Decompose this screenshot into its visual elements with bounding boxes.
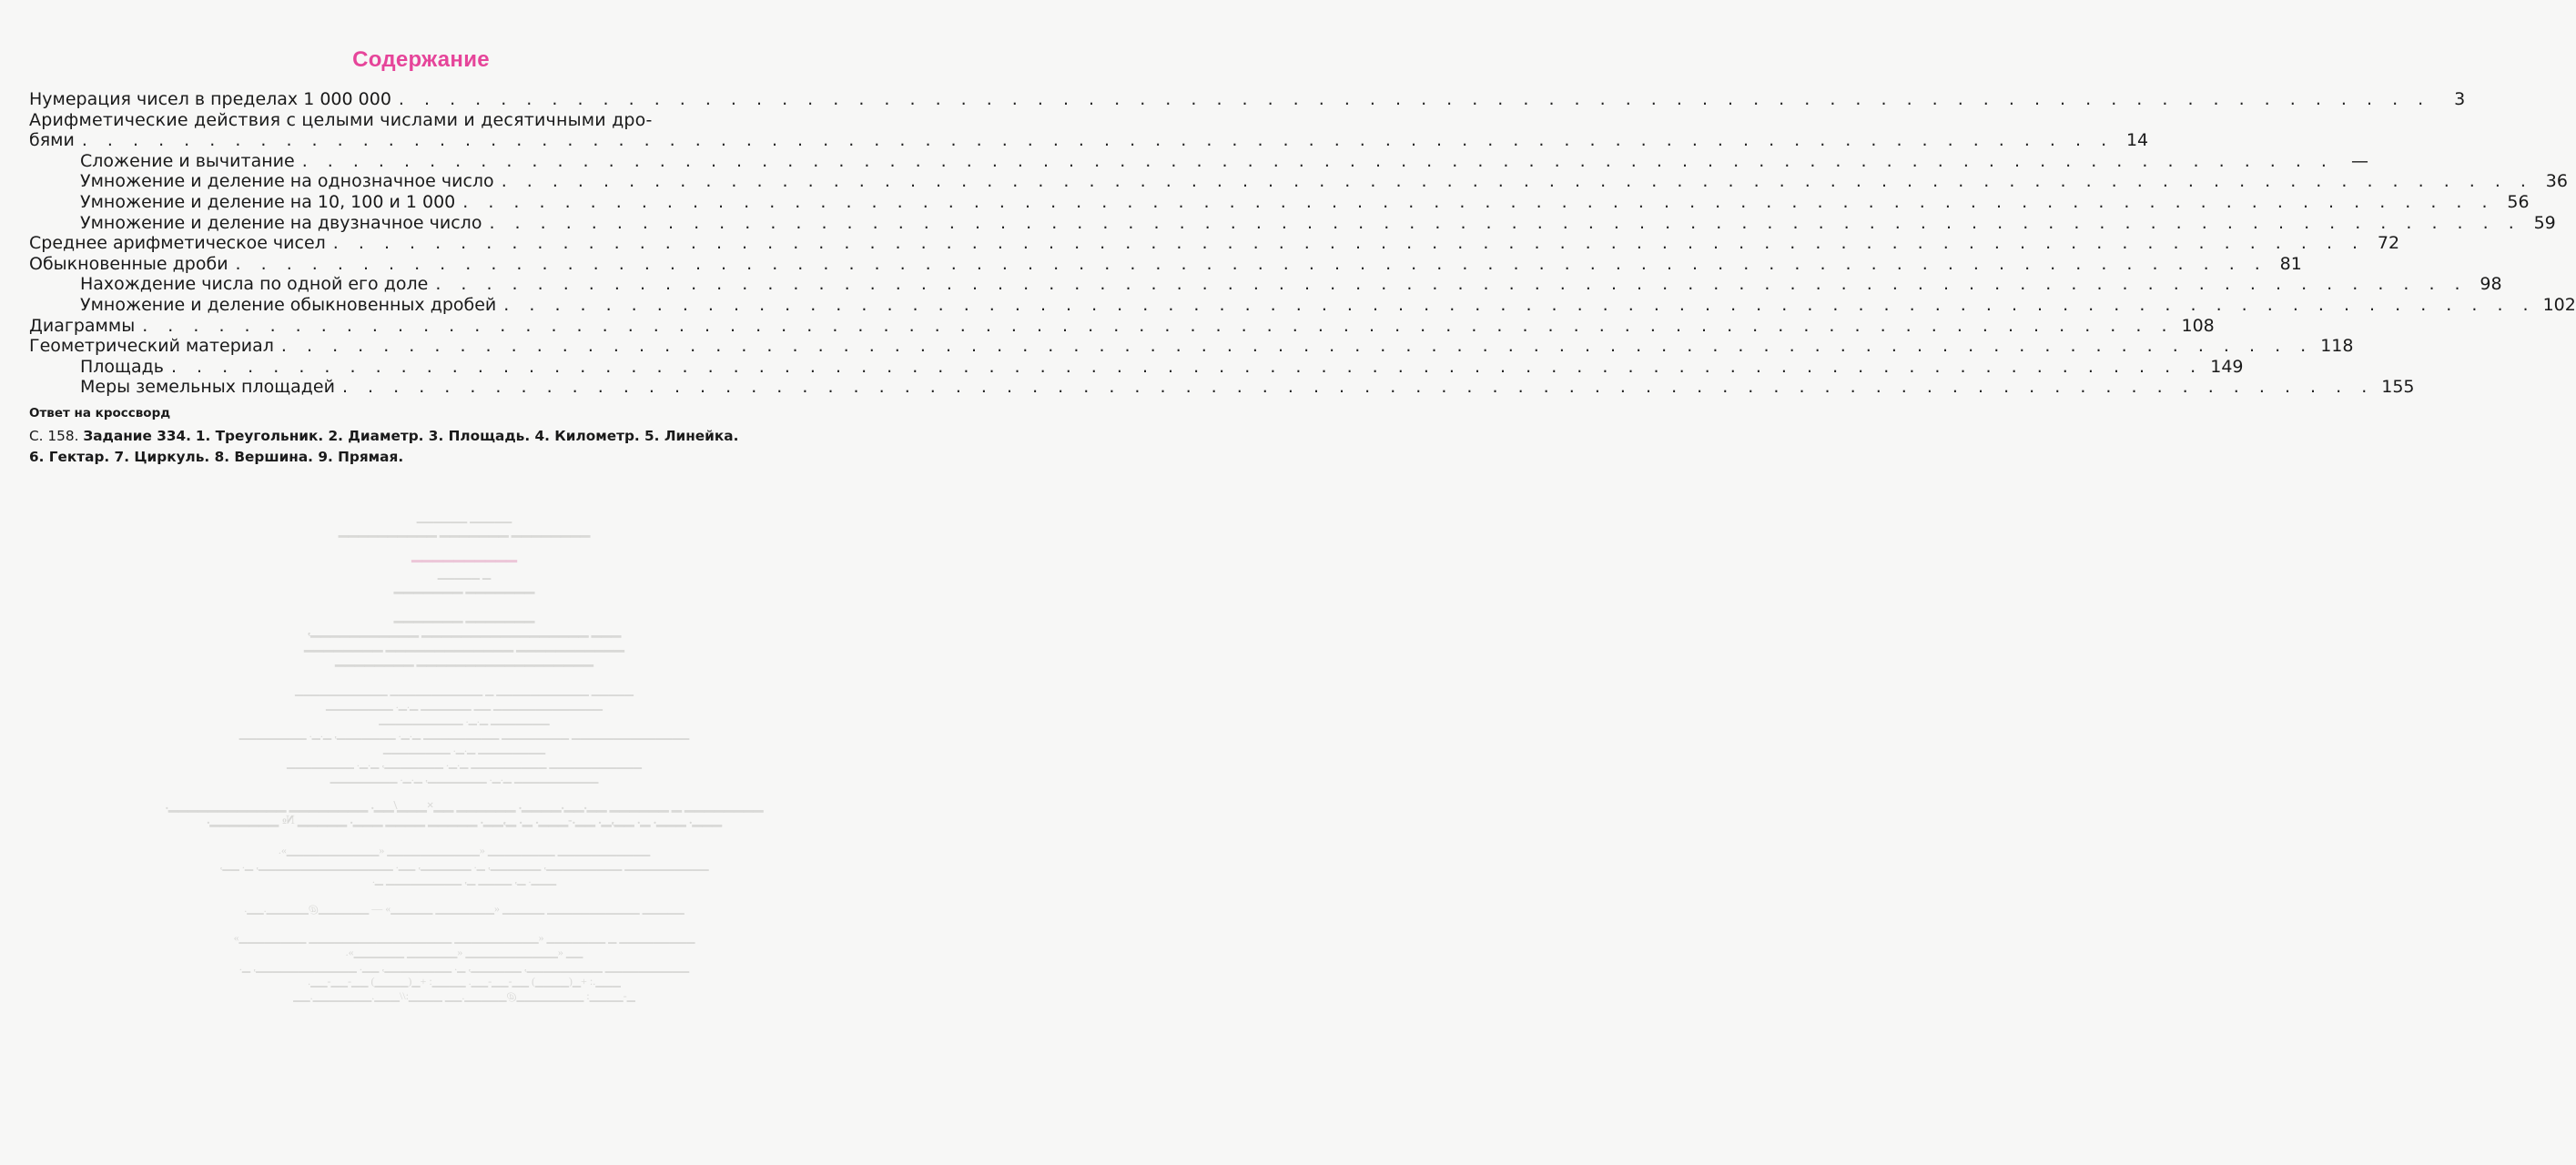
toc-entry — [29, 336, 2354, 357]
toc-entry — [29, 233, 2400, 254]
toc-entry-title: Геометрический материал — [29, 336, 274, 357]
toc-entry — [29, 130, 2149, 151]
toc-entry-title: Умножение и деление на двузначное число — [80, 212, 482, 233]
toc-entry — [29, 294, 2576, 316]
answer-task: Задание 334. — [83, 428, 191, 444]
toc-entry — [29, 89, 2466, 110]
answer-line-1: 1. Треугольник. 2. Диаметр. 3. Площадь. 4. Километр. 5. Линейка. — [195, 428, 739, 444]
toc-entry-title: Сложение и вычитание — [80, 150, 295, 171]
answer-page-ref: С. 158. — [29, 428, 79, 444]
toc-entry — [29, 150, 2368, 172]
toc-entry — [29, 315, 2215, 337]
toc-entry-page: 81 — [2279, 253, 2302, 274]
toc-leader-dots: . . . . . . . . . . . . . . . . . . . . . . . . . . . . . . . . . . . . . . . . . . . . . . . . . . . . . . . . . . . . . . . . . . . . . . . . . . . . . . . . — [332, 233, 2366, 254]
bleed-through-imprint: ▁▁▁▁▁ ▁▁▁▁▁▁ ▁▁▁▁▁▁▁▁ ▁▁▁▁▁▁▁ ▁▁▁▁▁▁▁▁▁▁ ▁▁▁▁▁▁▁▁▁▁ ▁ ▁▁▁▁▁ ▁▁▁▁▁▁▁ ▁▁▁▁▁▁▁ ▁▁▁▁▁▁▁ ▁▁▁▁▁▁▁ ▁▁▁ ▁▁▁▁▁▁▁▁▁▁▁▁▁▁▁▁▁ ▁▁▁▁▁▁▁▁▁▁▁, ▁▁▁▁▁▁▁▁▁▁▁ ▁▁▁▁▁▁▁▁▁▁▁▁▁ ▁▁▁▁▁▁▁▁ ▁▁▁▁▁▁▁▁▁▁▁▁▁▁▁▁▁▁ ▁▁▁▁▁▁▁▁ ▁▁▁▁▁ ▁▁▁▁▁▁▁▁▁▁▁ ▁ ▁▁▁▁▁▁▁▁▁▁▁ ▁▁▁▁▁▁▁▁▁▁▁ ▁▁▁▁▁▁▁▁▁▁▁▁▁ ▁▁ ▁▁▁▁▁▁ ▁.▁. ▁▁▁▁▁▁▁▁ ▁▁▁▁▁▁▁ ▁.▁. ▁▁▁▁▁▁▁▁▁▁ ▁▁▁▁▁▁▁▁▁▁▁▁▁▁ ▁▁▁▁▁▁▁▁ ▁▁▁▁▁▁▁▁▁ ▁.▁. ▁▁▁▁▁▁▁, ▁.▁. ▁▁▁▁▁▁▁▁ ▁▁▁▁▁▁▁▁ ▁.▁. ▁▁▁▁▁▁▁▁ ▁▁▁▁▁▁▁▁▁▁▁ ▁▁▁▁▁▁▁▁▁ ▁.▁. ▁▁▁▁▁▁▁, ▁.▁. ▁▁▁▁▁▁▁▁ ▁▁▁▁▁▁▁▁▁▁ ▁.▁. ▁▁▁▁▁▁▁, ▁.▁. ▁▁▁▁▁▁▁▁ ▁▁▁▁▁▁▁▁ ▁ ▁▁▁▁▁▁ ▁▁.▁▁.▁▁▁▁. ▁▁▁▁▁▁ ▁▁×▁▁▁/▁▁. ▁▁▁▁▁▁▁▁ ▁▁▁▁▁▁▁▁▁▁▁▁. ▁▁▁. ▁▁▁. ▁. ▁▁,▁. ▁▁.-▁▁▁. ▁. ▁,▁▁. ▁▁▁▁▁ ▁▁▁▁ ▁▁▁. ▁▁▁▁▁ № ▁▁▁▁▁▁▁. ▁▁▁▁▁▁▁▁▁▁▁ ▁▁▁▁▁▁▁▁ «▁▁▁▁▁▁▁▁▁▁▁ «▁▁▁▁▁▁▁▁▁▁▁». ▁▁▁▁▁▁▁▁▁▁ ▁▁▁▁▁▁▁▁▁, ▁▁▁▁▁▁, ▁. ▁▁▁▁▁▁, ▁▁. ▁▁▁▁▁▁▁▁▁▁▁▁▁▁▁▁, ▁. ▁▁, ▁▁▁. ▁, ▁▁▁▁ ▁, ▁▁▁▁▁▁▁▁▁ ▁. ▁▁▁▁▁ ▁▁▁▁▁▁▁▁▁▁▁ ▁▁▁▁▁ «▁▁▁▁▁▁▁ ▁▁▁▁▁» — ▁▁▁▁▁▁@▁▁▁▁▁.▁▁. ▁▁▁▁▁▁▁▁▁ ▁ ▁▁▁▁▁▁▁ «▁▁▁▁▁▁▁▁▁▁ ▁▁▁▁▁▁▁▁▁▁▁▁▁▁▁▁▁ ▁▁▁▁▁▁▁▁» ▁▁ «▁▁▁▁▁▁▁▁▁▁▁ «▁▁▁▁▁▁ ▁▁▁▁▁▁». ▁▁▁▁▁▁▁▁▁▁ ▁▁▁▁▁▁▁▁▁, ▁▁▁▁▁▁, ▁. ▁▁▁▁▁▁▁▁, ▁▁. ▁▁▁▁▁▁▁▁▁▁▁▁, ▁. ▁▁▁.: +▁(▁▁▁▁) ▁▁-▁▁-▁▁. ▁▁▁▁: +▁(▁▁▁▁) ▁▁-▁▁-▁▁. ▁-▁▁▁▁: ▁▁▁▁▁▁▁▁@▁▁▁▁▁.▁▁ ▁▁▁▁://▁▁▁.▁▁▁▁▁▁▁.▁▁ — [165, 511, 764, 1002]
toc-entry-page: 56 — [2507, 191, 2530, 212]
toc-leader-dots: . . . . . . . . . . . . . . . . . . . . . . . . . . . . . . . . . . . . . . . . . . . . . . . . . . . . . . . . . . . . . . . . . . . . . . . . . . . . . . . . — [503, 294, 2536, 315]
toc-entry-page: 36 — [2545, 171, 2568, 192]
toc-entry-title: Нахождение числа по одной его доле — [80, 274, 429, 295]
page-title: Содержание — [352, 47, 490, 72]
toc-entry-title: Умножение и деление на 10, 100 и 1 000 — [80, 191, 456, 212]
toc-entry — [29, 253, 2302, 275]
toc-entry-page: — — [2350, 150, 2368, 171]
answer-heading: Ответ на кроссворд — [29, 406, 171, 420]
toc-entry-title: Умножение и деление на однозначное число — [80, 171, 494, 192]
toc-leader-dots: . . . . . . . . . . . . . . . . . . . . . . . . . . . . . . . . . . . . . . . . . . . . . . . . . . . . . . . . . . . . . . . . . . . . . . . . . . . . . . . . — [398, 89, 2431, 109]
toc-entry-page: 155 — [2381, 377, 2415, 398]
toc-entry-page: 3 — [2454, 89, 2466, 109]
toc-entry-title: Обыкновенные дроби — [29, 253, 228, 274]
toc-leader-dots: . . . . . . . . . . . . . . . . . . . . . . . . . . . . . . . . . . . . . . . . . . . . . . . . . . . . . . . . . . . . . . . . . . . . . . . . . . . . . . . . — [501, 171, 2533, 192]
answer-text — [29, 426, 785, 468]
toc-leader-dots: . . . . . . . . . . . . . . . . . . . . . . . . . . . . . . . . . . . . . . . . . . . . . . . . . . . . . . . . . . . . . . . . . . . . . . . . . . . . . . . . — [280, 336, 2314, 357]
toc-leader-dots: . . . . . . . . . . . . . . . . . . . . . . . . . . . . . . . . . . . . . . . . . . . . . . . . . . . . . . . . . . . . . . . . . . . . . . . . . . . . . . . . — [341, 377, 2375, 398]
toc-entry-page: 118 — [2320, 336, 2354, 357]
toc-entry-title: Меры земельных площадей — [80, 377, 335, 398]
toc-entry-title: Умножение и деление обыкновенных дробей — [80, 294, 497, 315]
toc-leader-dots: . . . . . . . . . . . . . . . . . . . . . . . . . . . . . . . . . . . . . . . . . . . . . . . . . . . . . . . . . . . . . . . . . . . . . . . . . . . . . . . . — [235, 253, 2267, 274]
toc-entry-page: 108 — [2181, 315, 2215, 336]
toc-leader-dots: . . . . . . . . . . . . . . . . . . . . . . . . . . . . . . . . . . . . . . . . . . . . . . . . . . . . . . . . . . . . . . . . . . . . . . . . . . . . . . . . — [435, 274, 2468, 295]
toc-leader-dots: . . . . . . . . . . . . . . . . . . . . . . . . . . . . . . . . . . . . . . . . . . . . . . . . . . . . . . . . . . . . . . . . . . . . . . . . . . . . . . . . — [301, 150, 2334, 171]
toc-leader-dots: . . . . . . . . . . . . . . . . . . . . . . . . . . . . . . . . . . . . . . . . . . . . . . . . . . . . . . . . . . . . . . . . . . . . . . . . . . . . . . . . — [142, 315, 2175, 336]
toc-entry-title: бями — [29, 130, 75, 151]
toc-entry-page: 59 — [2533, 212, 2556, 233]
toc-entry-title: Нумерация чисел в пределах 1 000 000 — [29, 89, 391, 109]
toc-leader-dots: . . . . . . . . . . . . . . . . . . . . . . . . . . . . . . . . . . . . . . . . . . . . . . . . . . . . . . . . . . . . . . . . . . . . . . . . . . . . . . . . — [489, 212, 2521, 233]
toc-entry — [29, 110, 781, 131]
toc-entry — [29, 274, 2502, 295]
toc-leader-dots: . . . . . . . . . . . . . . . . . . . . . . . . . . . . . . . . . . . . . . . . . . . . . . . . . . . . . . . . . . . . . . . . . . . . . . . . . . . . . . . . — [462, 191, 2495, 212]
toc-entry — [29, 377, 2415, 398]
toc-entry-title: Арифметические действия с целыми числами и десятичными дро- — [29, 109, 653, 130]
toc-entry-title: Среднее арифметическое чисел — [29, 233, 326, 254]
table-of-contents — [29, 89, 2576, 398]
toc-entry-title: Площадь — [80, 356, 164, 377]
toc-entry — [29, 212, 2556, 234]
toc-entry-page: 102 — [2542, 294, 2576, 315]
toc-entry — [29, 356, 2244, 378]
toc-leader-dots: . . . . . . . . . . . . . . . . . . . . . . . . . . . . . . . . . . . . . . . . . . . . . . . . . . . . . . . . . . . . . . . . . . . . . . . . . . . . . . . . — [81, 130, 2115, 151]
toc-entry — [29, 191, 2530, 213]
toc-entry — [29, 171, 2568, 192]
toc-entry-page: 72 — [2377, 233, 2400, 254]
toc-entry-page: 98 — [2480, 274, 2502, 295]
toc-leader-dots: . . . . . . . . . . . . . . . . . . . . . . . . . . . . . . . . . . . . . . . . . . . . . . . . . . . . . . . . . . . . . . . . . . . . . . . . . . . . . . . . — [170, 356, 2204, 377]
toc-entry-title: Диаграммы — [29, 315, 136, 336]
toc-entry-page: 149 — [2210, 356, 2244, 377]
toc-entry-page: 14 — [2125, 130, 2149, 151]
answer-line-2: 6. Гектар. 7. Циркуль. 8. Вершина. 9. Прямая. — [29, 449, 404, 465]
